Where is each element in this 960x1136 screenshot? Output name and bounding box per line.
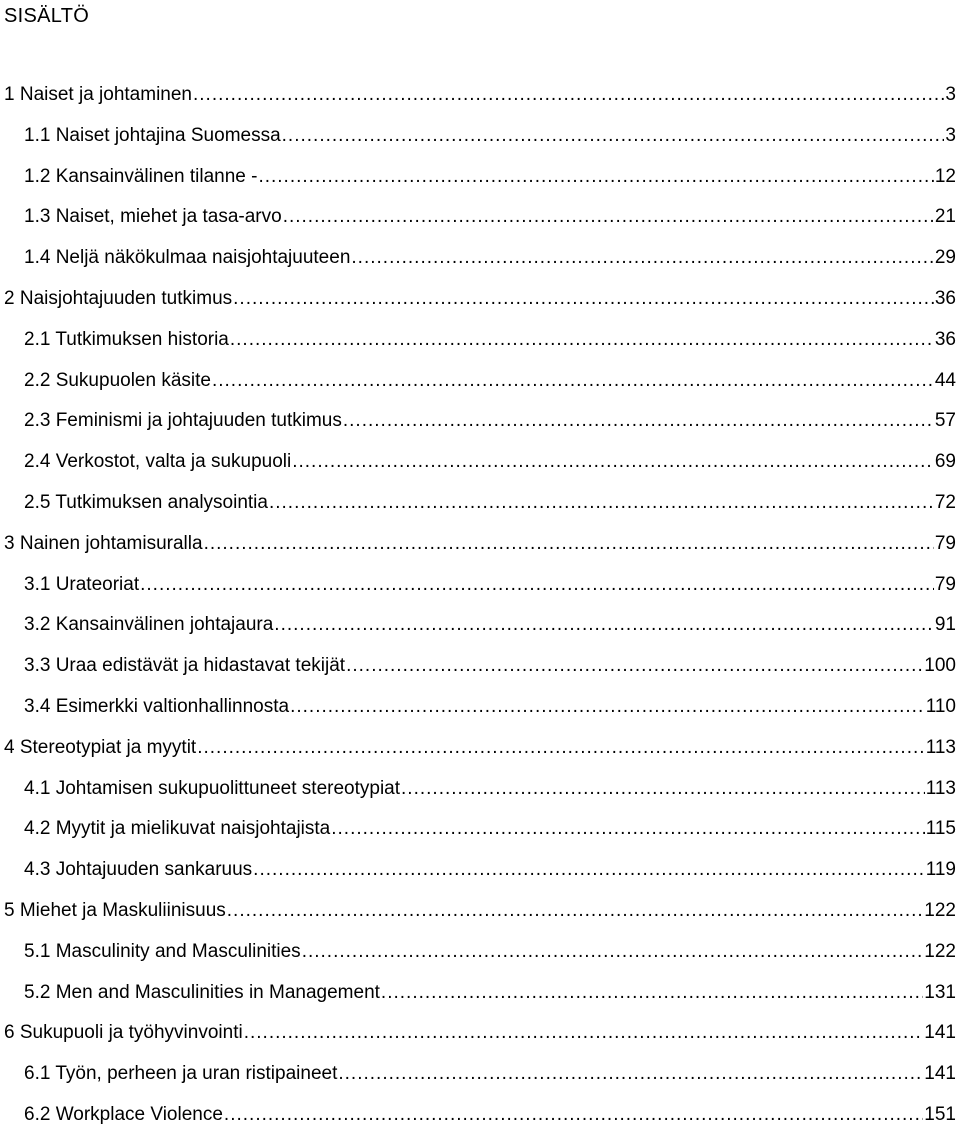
toc-dot-leader (283, 197, 934, 238)
toc-dot-leader (253, 850, 925, 891)
toc-dot-leader (338, 1054, 923, 1095)
toc-page-number: 122 (924, 899, 956, 921)
toc-entry-title: 1 Naiset ja johtaminen (4, 84, 192, 105)
toc-entry-title: 4.3 Johtajuuden sankaruus (24, 859, 253, 881)
toc-dot-leader (212, 361, 934, 402)
toc-page-number: 3 (945, 84, 956, 105)
toc-page-number: 69 (934, 451, 956, 473)
toc-page-number: 79 (934, 532, 956, 554)
toc-entry-title: 3.1 Urateoriat (24, 573, 140, 595)
toc-page-number: 100 (924, 655, 956, 677)
toc-section-entry[interactable] (0, 1054, 960, 1095)
toc-section-entry[interactable] (0, 687, 960, 728)
toc-page-number: 36 (934, 287, 956, 309)
toc-page-number: 110 (925, 695, 956, 717)
toc-section-entry[interactable] (0, 973, 960, 1014)
toc-dot-leader (227, 891, 924, 932)
toc-dot-leader (274, 605, 934, 646)
toc-entry-title: 5.2 Men and Masculinities in Management (24, 981, 380, 1003)
toc-dot-leader (224, 1095, 923, 1136)
toc-page-number: 113 (925, 777, 956, 799)
toc-page-number: 91 (934, 614, 956, 636)
toc-dot-leader (140, 565, 934, 606)
toc-entry-title: 2 Naisjohtajuuden tutkimus (4, 287, 233, 309)
toc-chapter-entry[interactable] (0, 524, 960, 565)
toc-chapter-entry[interactable] (0, 279, 960, 320)
toc-entry-title: 3.3 Uraa edistävät ja hidastavat tekijät (24, 655, 346, 677)
toc-entry-title: 2.2 Sukupuolen käsite (24, 369, 211, 391)
toc-page-number: 115 (925, 818, 956, 840)
toc-entry-title: 2.3 Feminismi ja johtajuuden tutkimus (24, 410, 342, 432)
toc-page-number: 44 (934, 369, 956, 391)
toc-entry-title: 5.1 Masculinity and Masculinities (24, 940, 301, 962)
toc-entry-title: 1.4 Neljä näkökulmaa naisjohtajuuteen (24, 247, 351, 269)
toc-page-number: 141 (924, 1063, 956, 1085)
toc-section-entry[interactable] (0, 320, 960, 361)
toc-dot-leader (282, 116, 945, 157)
toc-dot-leader (401, 769, 925, 810)
toc-page-number: 131 (924, 981, 956, 1003)
toc-dot-leader (230, 320, 934, 361)
toc-section-entry[interactable] (0, 1095, 960, 1136)
toc-page-number: 141 (924, 1022, 956, 1044)
toc-dot-leader (351, 238, 933, 279)
toc-dot-leader (197, 728, 925, 769)
toc-dot-leader (269, 483, 934, 524)
toc-chapter-entry[interactable] (0, 1013, 960, 1054)
toc-entry-title: 3.2 Kansainvälinen johtajaura (24, 614, 274, 636)
toc-section-entry[interactable] (0, 605, 960, 646)
table-of-contents (0, 75, 960, 1136)
toc-section-entry[interactable] (0, 442, 960, 483)
toc-section-entry[interactable] (0, 850, 960, 891)
toc-entry-title: 1.3 Naiset, miehet ja tasa-arvo (24, 206, 282, 228)
toc-page-number: 29 (934, 247, 956, 269)
toc-dot-leader (346, 646, 923, 687)
toc-section-entry[interactable] (0, 197, 960, 238)
toc-title: SISÄLTÖ (4, 5, 90, 27)
toc-page-number: 3 (945, 124, 956, 146)
toc-dot-leader (343, 401, 934, 442)
toc-chapter-entry[interactable] (0, 891, 960, 932)
toc-page-number: 12 (934, 165, 956, 187)
toc-page-number: 151 (924, 1103, 956, 1125)
toc-chapter-entry[interactable] (0, 75, 960, 116)
toc-chapter-entry[interactable] (0, 728, 960, 769)
toc-entry-title: 3.4 Esimerkki valtionhallinnosta (24, 695, 290, 717)
toc-dot-leader (204, 524, 934, 565)
toc-entry-title: 2.1 Tutkimuksen historia (24, 328, 229, 350)
toc-section-entry[interactable] (0, 646, 960, 687)
toc-dot-leader (302, 932, 924, 973)
toc-page-number: 36 (934, 328, 956, 350)
toc-entry-title: 4.1 Johtamisen sukupuolittuneet stereotypiat (24, 777, 401, 799)
toc-entry-title: 6.2 Workplace Violence (24, 1103, 223, 1125)
toc-section-entry[interactable] (0, 809, 960, 850)
toc-dot-leader (381, 973, 923, 1014)
toc-entry-title: 2.4 Verkostot, valta ja sukupuoli (24, 451, 292, 473)
toc-dot-leader (331, 809, 924, 850)
toc-section-entry[interactable] (0, 157, 960, 198)
toc-section-entry[interactable] (0, 361, 960, 402)
toc-entry-title: 5 Miehet ja Maskuliinisuus (4, 899, 226, 921)
toc-page-number: 79 (934, 573, 956, 595)
toc-dot-leader (258, 157, 933, 198)
toc-section-entry[interactable] (0, 483, 960, 524)
toc-page-number: 122 (924, 940, 956, 962)
toc-page-number: 113 (925, 736, 956, 758)
toc-page-number: 21 (934, 206, 956, 228)
toc-dot-leader (290, 687, 925, 728)
toc-entry-title: 4.2 Myytit ja mielikuvat naisjohtajista (24, 818, 331, 840)
toc-dot-leader (292, 442, 934, 483)
toc-section-entry[interactable] (0, 238, 960, 279)
toc-entry-title: 6 Sukupuoli ja työhyvinvointi (4, 1022, 243, 1044)
toc-entry-title: 6.1 Työn, perheen ja uran ristipaineet (24, 1063, 338, 1085)
toc-entry-title: 1.2 Kansainvälinen tilanne - (24, 165, 258, 187)
toc-section-entry[interactable] (0, 565, 960, 606)
toc-section-entry[interactable] (0, 769, 960, 810)
toc-section-entry[interactable] (0, 401, 960, 442)
toc-page-number: 57 (934, 410, 956, 432)
toc-entry-title: 2.5 Tutkimuksen analysointia (24, 491, 268, 513)
toc-dot-leader (244, 1013, 924, 1054)
toc-section-entry[interactable] (0, 116, 960, 157)
toc-dot-leader (233, 279, 934, 320)
toc-page-number: 119 (925, 859, 956, 881)
toc-entry-title: 1.1 Naiset johtajina Suomessa (24, 124, 281, 146)
toc-section-entry[interactable] (0, 932, 960, 973)
toc-entry-title: 4 Stereotypiat ja myytit (4, 736, 197, 758)
toc-entry-title: 3 Nainen johtamisuralla (4, 532, 203, 554)
toc-dot-leader (193, 75, 944, 116)
toc-page-number: 72 (934, 491, 956, 513)
